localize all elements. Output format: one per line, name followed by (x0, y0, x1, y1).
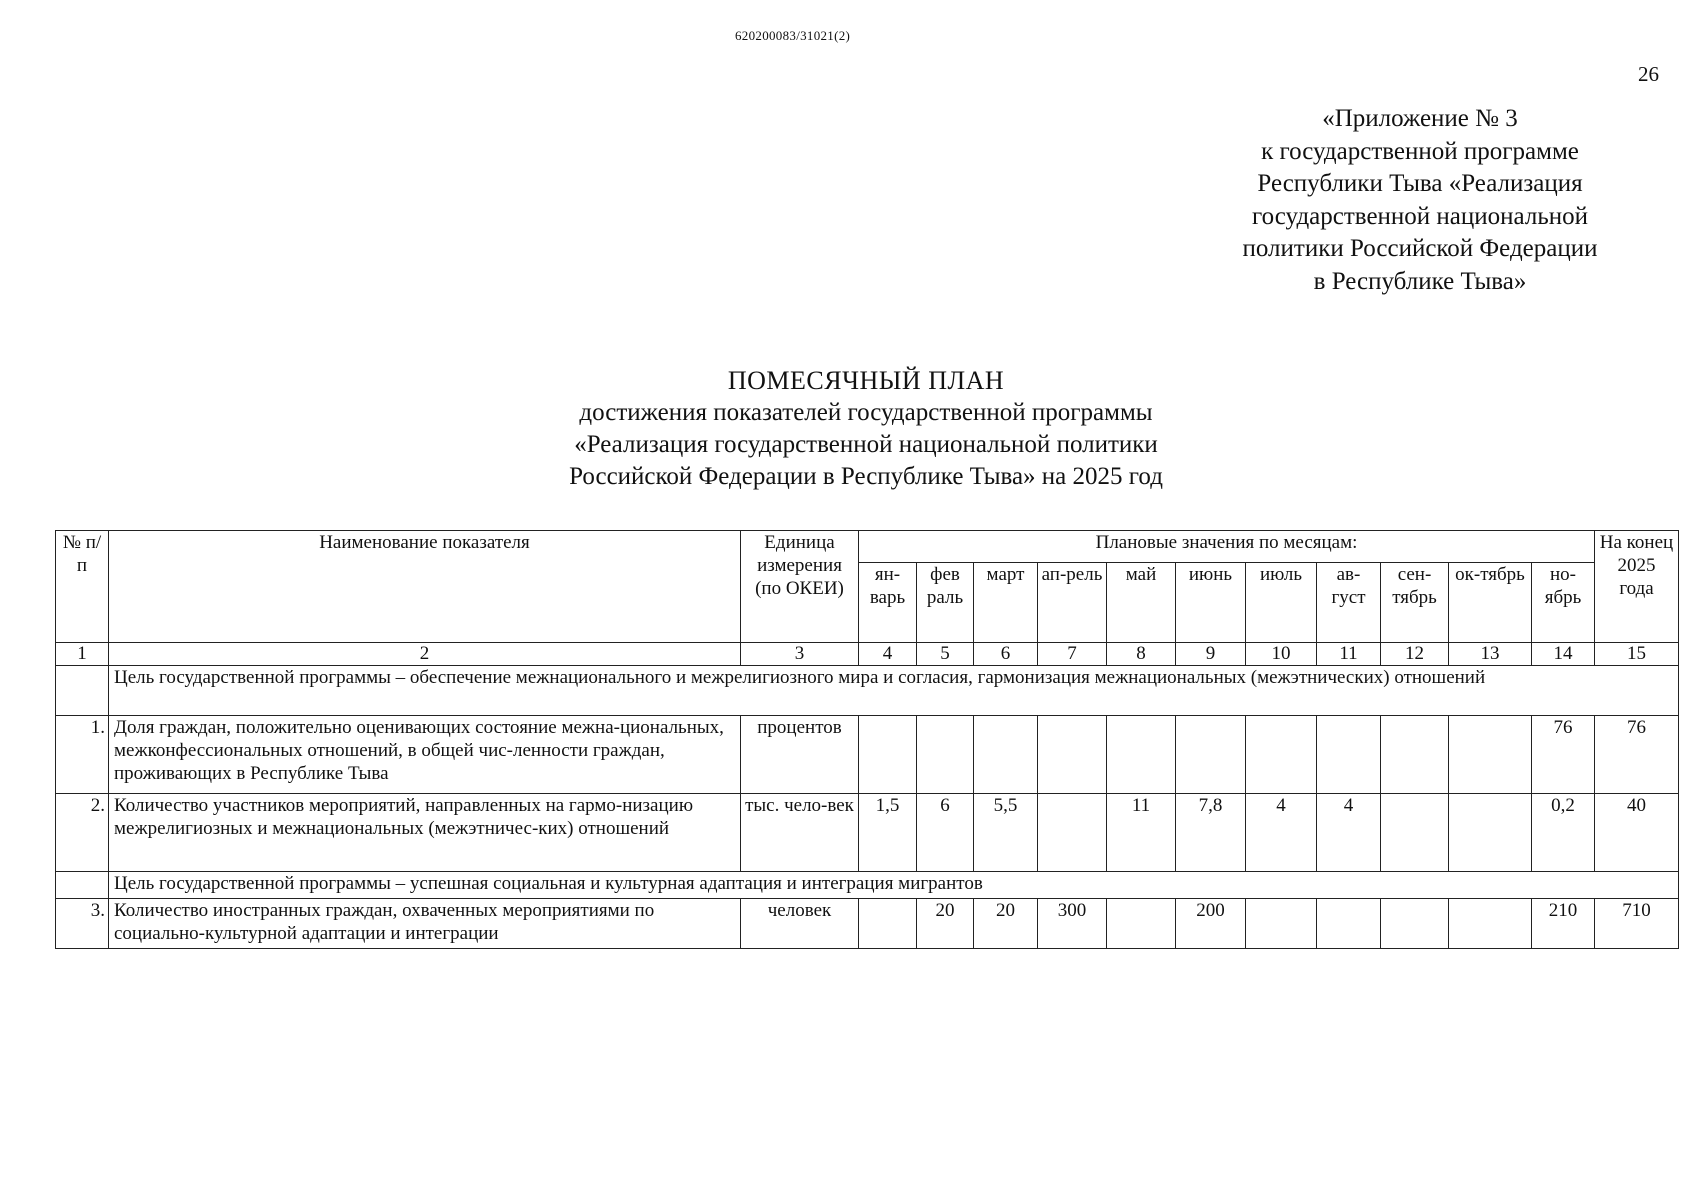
header-month-jan: ян-варь (859, 563, 917, 643)
plan-title-line: достижения показателей государственной программы (579, 399, 1153, 426)
row-month-value (859, 899, 917, 949)
row-month-value: 11 (1107, 794, 1176, 872)
column-number: 8 (1107, 643, 1176, 666)
column-number: 12 (1381, 643, 1449, 666)
row-month-value: 76 (1532, 716, 1595, 794)
table-row (56, 716, 1679, 794)
row-indicator-name: Доля граждан, положительно оценивающих состояние межна-циональных, межконфессиональных отношений, в общей чис-ленности граждан, проживающих в Республике Тыва (109, 716, 741, 794)
appendix-line: к государственной программе (1261, 137, 1579, 165)
appendix-line: политики Российской Федерации (1242, 235, 1598, 262)
row-no: 2. (56, 794, 109, 872)
column-number: 7 (1038, 643, 1107, 666)
row-month-value: 210 (1532, 899, 1595, 949)
header-year-end: На конец 2025 года (1595, 531, 1679, 643)
column-number: 9 (1176, 643, 1246, 666)
row-year-end-value: 710 (1595, 899, 1679, 949)
row-year-end-value: 76 (1595, 716, 1679, 794)
column-number-row (56, 643, 1679, 666)
plan-title-line: Российской Федерации в Республике Тыва» на 2025 год (569, 463, 1163, 490)
header-month-apr: ап-рель (1038, 563, 1107, 643)
row-month-value (1176, 716, 1246, 794)
row-unit: человек (741, 899, 859, 949)
row-month-value: 6 (917, 794, 974, 872)
column-number: 11 (1317, 643, 1381, 666)
goal-text: Цель государственной программы – успешная социальная и культурная адаптация и интеграция мигрантов (109, 872, 1679, 899)
row-no: 1. (56, 716, 109, 794)
header-month-jul: июль (1246, 563, 1317, 643)
header-month-feb: фев раль (917, 563, 974, 643)
plan-title-main: ПОМЕСЯЧНЫЙ ПЛАН (727, 366, 1005, 395)
row-month-value: 20 (974, 899, 1038, 949)
row-month-value (917, 716, 974, 794)
row-month-value (1317, 899, 1381, 949)
column-number: 2 (109, 643, 741, 666)
column-number: 14 (1532, 643, 1595, 666)
row-indicator-name: Количество участников мероприятий, направленных на гармо-низацию межрелигиозных и межнациональных (межэтничес-ких) отношений (109, 794, 741, 872)
goal-text: Цель государственной программы – обеспечение межнационального и межрелигиозного мира и согласия, гармонизация межнациональных (межэтнических) отношений (109, 666, 1679, 716)
row-month-value: 4 (1246, 794, 1317, 872)
column-number: 13 (1449, 643, 1532, 666)
row-month-value: 20 (917, 899, 974, 949)
appendix-line: Республики Тыва «Реализация (1257, 170, 1583, 197)
table-row (56, 794, 1679, 872)
row-month-value (1107, 899, 1176, 949)
column-number: 5 (917, 643, 974, 666)
row-no: 3. (56, 899, 109, 949)
column-number: 15 (1595, 643, 1679, 666)
header-no: № п/п (56, 531, 109, 643)
column-number: 10 (1246, 643, 1317, 666)
monthly-plan-table (55, 530, 1679, 949)
plan-title (430, 365, 1302, 493)
goal-no-cell (56, 872, 109, 899)
header-month-oct: ок-тябрь (1449, 563, 1532, 643)
column-number: 3 (741, 643, 859, 666)
row-month-value (974, 716, 1038, 794)
header-name: Наименование показателя (109, 531, 741, 643)
row-month-value: 7,8 (1176, 794, 1246, 872)
row-month-value (1381, 899, 1449, 949)
appendix-line: государственной национальной (1252, 202, 1588, 230)
column-number: 4 (859, 643, 917, 666)
row-month-value (1449, 899, 1532, 949)
page-number: 26 (1638, 62, 1659, 86)
document-code: 620200083/31021(2) (735, 28, 851, 43)
header-month-may: май (1107, 563, 1176, 643)
row-month-value (1038, 716, 1107, 794)
header-month-jun: июнь (1176, 563, 1246, 643)
goal-row (56, 872, 1679, 899)
row-month-value (1381, 794, 1449, 872)
row-month-value: 1,5 (859, 794, 917, 872)
row-month-value (1107, 716, 1176, 794)
row-month-value: 200 (1176, 899, 1246, 949)
header-month-nov: но-ябрь (1532, 563, 1595, 643)
row-month-value: 5,5 (974, 794, 1038, 872)
table-row (56, 899, 1679, 949)
plan-title-line: «Реализация государственной национальной политики (574, 431, 1158, 458)
row-month-value (1449, 794, 1532, 872)
column-number: 6 (974, 643, 1038, 666)
row-month-value: 300 (1038, 899, 1107, 949)
header-month-mar: март (974, 563, 1038, 643)
row-month-value (1449, 716, 1532, 794)
row-month-value (859, 716, 917, 794)
appendix-heading (1200, 103, 1640, 298)
row-month-value: 0,2 (1532, 794, 1595, 872)
column-number: 1 (56, 643, 109, 666)
header-month-aug: ав-густ (1317, 563, 1381, 643)
appendix-line: «Приложение № 3 (1322, 105, 1518, 132)
appendix-line: в Республике Тыва» (1313, 267, 1527, 295)
row-month-value (1381, 716, 1449, 794)
row-month-value (1246, 716, 1317, 794)
row-month-value (1038, 794, 1107, 872)
row-indicator-name: Количество иностранных граждан, охваченных мероприятиями по социально-культурной адаптации и интеграции (109, 899, 741, 949)
header-month-sep: сен-тябрь (1381, 563, 1449, 643)
header-row (56, 531, 1679, 563)
row-unit: процентов (741, 716, 859, 794)
goal-row (56, 666, 1679, 716)
row-unit: тыс. чело-век (741, 794, 859, 872)
row-month-value: 4 (1317, 794, 1381, 872)
goal-no-cell (56, 666, 109, 716)
header-unit: Единица измерения (по ОКЕИ) (741, 531, 859, 643)
row-month-value (1246, 899, 1317, 949)
row-year-end-value: 40 (1595, 794, 1679, 872)
header-plan-group: Плановые значения по месяцам: (859, 531, 1595, 563)
row-month-value (1317, 716, 1381, 794)
